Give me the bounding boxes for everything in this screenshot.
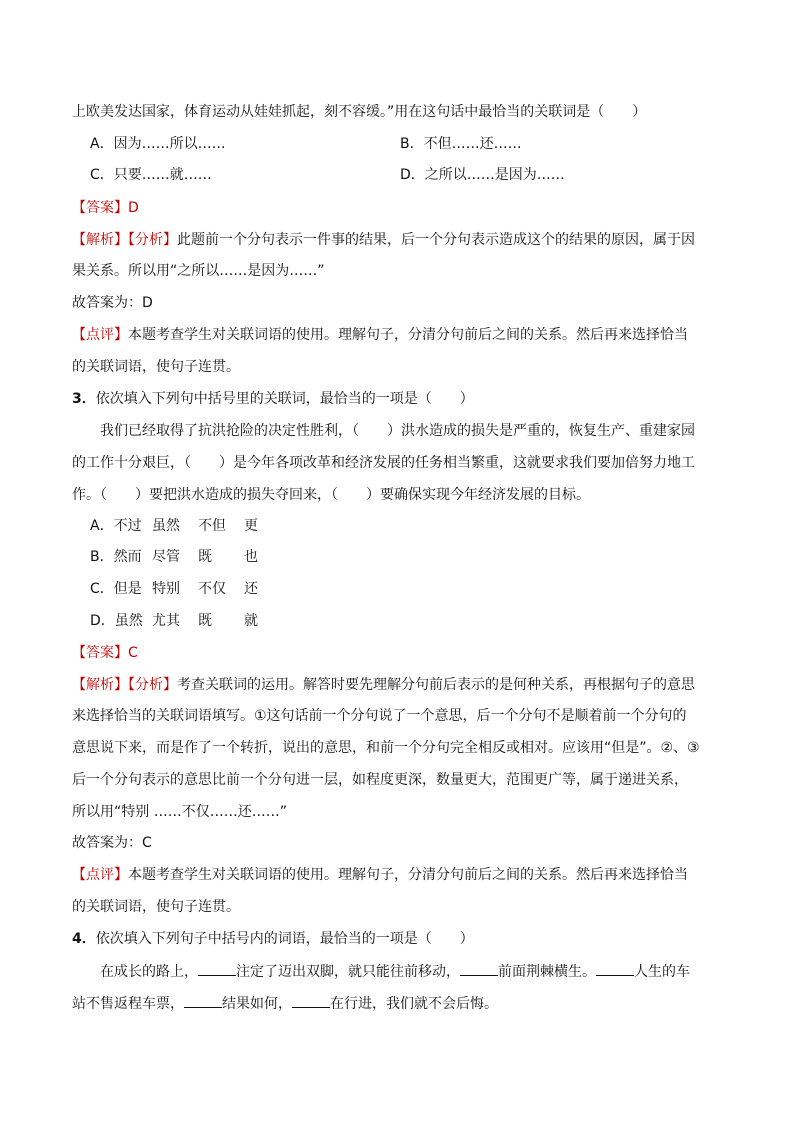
q3-option-a <box>90 516 290 536</box>
question-text: 依次填入下列句子中括号内的词语，最恰当的一项是（ ） <box>95 931 474 947</box>
question-text: 依次填入下列句中括号里的关联词，最恰当的一项是（ ） <box>95 391 474 407</box>
answer-tag: 【答案】 <box>72 645 128 661</box>
fill-blank <box>596 961 634 976</box>
option-word: 不仅 <box>198 581 226 597</box>
analysis-text: 考查关联词的运用。解答时要先理解分句前后表示的是何种关系，再根据句子的意思 <box>177 677 695 693</box>
comment-text: 本题考查学生对关联词语的使用。理解句子，分清分句前后之间的关系。然后再来选择恰当 <box>128 327 688 343</box>
q3-analysis-line-5: 所以用“特别 ……不仅……还……” <box>72 804 287 820</box>
fill-blank <box>460 961 498 976</box>
q4-paragraph-line-1 <box>100 961 690 982</box>
option-word: 尽管 <box>152 549 180 565</box>
q3-option-c <box>90 579 290 599</box>
fill-blank <box>198 961 236 976</box>
q2-option-c: C．只要……就…… <box>90 167 212 183</box>
q3-answer <box>72 643 138 663</box>
q3-paragraph-line-1: 我们已经取得了抗洪抢险的决定性胜利，（ ）洪水造成的损失是严重的，恢复生产、重建家园 <box>100 423 695 439</box>
q2-analysis-line-1 <box>72 230 695 250</box>
q3-option-d <box>90 611 290 631</box>
q3-analysis-line-3: 意思说下来，而是作了一个转折，说出的意思，和前一个分句完全相反或相对。应该用“但是”。②、③ <box>72 740 700 756</box>
option-word: 还 <box>244 581 258 597</box>
text-segment: 前面荆棘横生。 <box>498 964 596 980</box>
option-word: 就 <box>244 613 258 629</box>
option-word: 虽然 <box>152 518 180 534</box>
q3-analysis-line-2: 来选择恰当的关联词语填写。①这句话前一个分句说了一个意思，后一个分句不是顺着前一个分句的 <box>72 708 687 724</box>
q2-option-b: B．不但……还…… <box>400 136 522 152</box>
question-number: 3． <box>72 391 96 407</box>
comment-text: 本题考查学生对关联词语的使用。理解句子，分清分句前后之间的关系。然后再来选择恰当 <box>128 867 688 883</box>
fill-blank <box>292 993 330 1008</box>
option-label: D．虽然 <box>90 613 143 629</box>
analysis-text: 此题前一个分句表示一件事的结果，后一个分句表示造成这个的结果的原因，属于因 <box>177 232 695 248</box>
analysis-tag: 【解析】【分析】 <box>72 232 177 248</box>
text-segment: 注定了迈出双脚，就只能往前移动， <box>236 964 460 980</box>
q2-analysis-line-2: 果关系。所以用“之所以……是因为……” <box>72 263 325 279</box>
text-segment: 在成长的路上， <box>100 964 198 980</box>
option-label: A．不过 <box>90 518 142 534</box>
fill-blank <box>184 993 222 1008</box>
q3-paragraph-line-2: 的工作十分艰巨，（ ）是今年各项改革和经济发展的任务相当繁重，这就要求我们要加倍努力地工 <box>72 455 695 471</box>
analysis-tag: 【解析】【分析】 <box>72 677 177 693</box>
q3-stem <box>72 389 474 409</box>
q3-analysis-line-4: 后一个分句表示的意思比前一个分句进一层，如程度更深，数量更大，范围更广等，属于递进关系， <box>72 772 688 788</box>
text-segment: 人生的车 <box>634 964 690 980</box>
option-label: B．然而 <box>90 549 142 565</box>
q4-paragraph-line-2 <box>72 993 498 1014</box>
q3-comment-line-2: 的关联词语，使句子连贯。 <box>72 899 240 915</box>
option-word: 特别 <box>152 581 180 597</box>
option-label: C．但是 <box>90 581 142 597</box>
answer-value: D <box>128 200 139 216</box>
option-word: 既 <box>198 549 212 565</box>
answer-tag: 【答案】 <box>72 200 128 216</box>
text-segment: 站不售返程车票， <box>72 996 184 1012</box>
option-word: 尤其 <box>152 613 180 629</box>
text-segment: 结果如何， <box>222 996 292 1012</box>
q3-comment-line-1 <box>72 865 688 885</box>
answer-value: C <box>128 645 138 661</box>
q2-answer <box>72 198 139 218</box>
q2-comment-line-2: 的关联词语，使句子连贯。 <box>72 359 240 375</box>
comment-tag: 【点评】 <box>72 327 128 343</box>
question-number: 4． <box>72 931 96 947</box>
text-segment: 在行进，我们就不会后悔。 <box>330 996 498 1012</box>
q2-option-d: D．之所以……是因为…… <box>400 167 565 183</box>
q4-stem <box>72 929 474 949</box>
comment-tag: 【点评】 <box>72 867 128 883</box>
q2-comment-line-1 <box>72 325 688 345</box>
option-word: 不但 <box>198 518 226 534</box>
option-word: 更 <box>244 518 258 534</box>
q2-option-a: A．因为……所以…… <box>90 136 226 152</box>
option-word: 既 <box>198 613 212 629</box>
q2-final-answer: 故答案为：D <box>72 295 153 311</box>
q3-final-answer: 故答案为：C <box>72 835 152 851</box>
option-word: 也 <box>244 549 258 565</box>
q3-option-b <box>90 547 290 567</box>
q3-paragraph-line-3: 作。（ ）要把洪水造成的损失夺回来，（ ）要确保实现今年经济发展的目标。 <box>72 487 590 503</box>
q2-stem: 上欧美发达国家，体育运动从娃娃抓起，刻不容缓。”用在这句话中最恰当的关联词是（ ） <box>72 104 647 120</box>
q3-analysis-line-1 <box>72 675 695 695</box>
